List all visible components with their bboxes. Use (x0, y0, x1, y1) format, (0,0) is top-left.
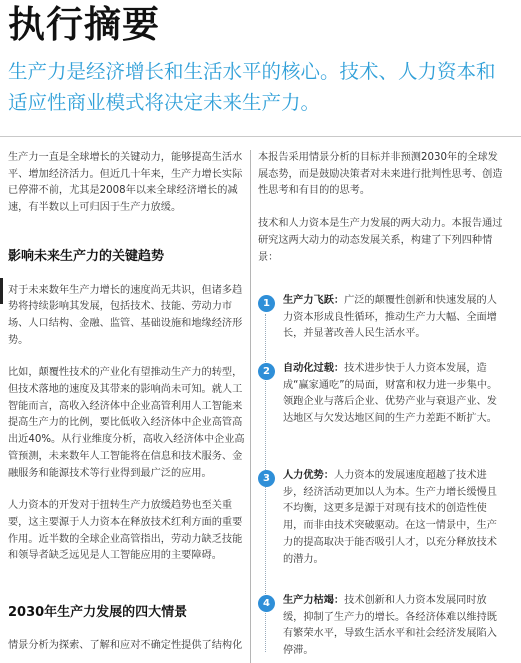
scenario-name: 生产力枯竭： (283, 595, 345, 606)
header-rule (0, 136, 521, 137)
scenario-item (258, 293, 504, 343)
scenario-item (258, 468, 504, 568)
margin-marker (0, 278, 3, 304)
trends-paragraph: 对于未来数年生产力增长的速度尚无共识，但诸多趋势将持续影响其发展，包括技术、技能、劳动力市场、人口结构、金融、监管、基础设施和地缘经济形势。 (8, 284, 243, 346)
right-column (258, 150, 504, 657)
scenario-purpose-paragraph: 本报告采用情景分析的目标并非预测2030年的全球发展态势，而是鼓励决策者对未来进行批判性思考、创造性思考和有目的的思考。 (258, 152, 503, 197)
scenario-item (258, 593, 504, 660)
scenario-number-badge: 4 (258, 595, 275, 612)
technology-paragraph: 比如，颠覆性技术的产业化有望推动生产力的转型，但技术落地的速度及其带来的影响尚未可知。就人工智能而言，高收入经济体中企业高管利用人工智能来提高生产力的比例，要比低收入经济体中企业高管高出近40%。从行业维度分析，高收入经济体中企业高管预测，未来数年人工智能将在信息和技术服务、金融服务和能源技术等行业得到最广泛的应用。 (8, 367, 245, 479)
scenario-number-badge: 2 (258, 363, 275, 380)
scenario-description: 广泛的颠覆性创新和快速发展的人力资本形成良性循环，推动生产力大幅、全面增长，并显著改善人民生活水平。 (283, 295, 497, 340)
human-capital-paragraph: 人力资本的开发对于扭转生产力放缓趋势也至关重要，这主要源于人力资本在释放技术红利方面的重要作用。近半数的全球企业高管指出，劳动力缺乏技能和领导者缺乏远见是人工智能应用的主要障碍。 (8, 500, 243, 562)
scenario-name: 人力优势： (283, 470, 334, 481)
drivers-paragraph: 技术和人力资本是生产力发展的两大动力。本报告通过研究这两大动力的动态发展关系，构建了下列四种情景： (258, 218, 503, 263)
page-title: 执行摘要 (8, 3, 160, 46)
scenario-description: 人力资本的发展速度超越了技术进步，经济活动更加以人为本。生产力增长缓慢且不均衡，这更多是源于对现有技术的创造性使用，而非由技术突破驱动。在这一情景中，生产力的提高取决于能否吸引人才，以充分释放技术的潜力。 (283, 470, 497, 565)
scenario-item (258, 361, 504, 428)
scenario-description: 技术进步快于人力资本发展，造成“赢家通吃”的局面，财富和权力进一步集中。领跑企业与落后企业、优势产业与衰退产业、发达地区与欠发达地区间的生产力差距不断扩大。 (283, 363, 498, 425)
column-divider (250, 150, 251, 663)
scenario-name: 自动化过载： (283, 363, 345, 374)
section-heading-scenarios: 2030年生产力发展的四大情景 (8, 605, 188, 621)
section-heading-trends: 影响未来生产力的关键趋势 (8, 248, 165, 264)
page-subtitle: 生产力是经济增长和生活水平的核心。技术、人力资本和适应性商业模式将决定未来生产力。 (8, 60, 496, 114)
scenario-description: 技术创新和人力资本发展同时放缓，抑制了生产力的增长。各经济体难以维持既有繁荣水平，导致生活水平和社会经济发展陷入停滞。 (283, 595, 497, 657)
scenario-number-badge: 3 (258, 470, 275, 487)
intro-paragraph: 生产力一直是全球增长的关键动力，能够提高生活水平、增加经济活力。但近几十年来，生产力增长实际已停滞不前，尤其是2008年以来全球经济增长的减速，有半数以上可归因于生产力放缓。 (8, 152, 243, 214)
left-column (8, 150, 246, 654)
scenario-number-badge: 1 (258, 295, 275, 312)
scenario-intro-paragraph: 情景分析为探索、了解和应对不确定性提供了结构化 (8, 639, 243, 651)
scenario-name: 生产力飞跃： (283, 295, 345, 306)
